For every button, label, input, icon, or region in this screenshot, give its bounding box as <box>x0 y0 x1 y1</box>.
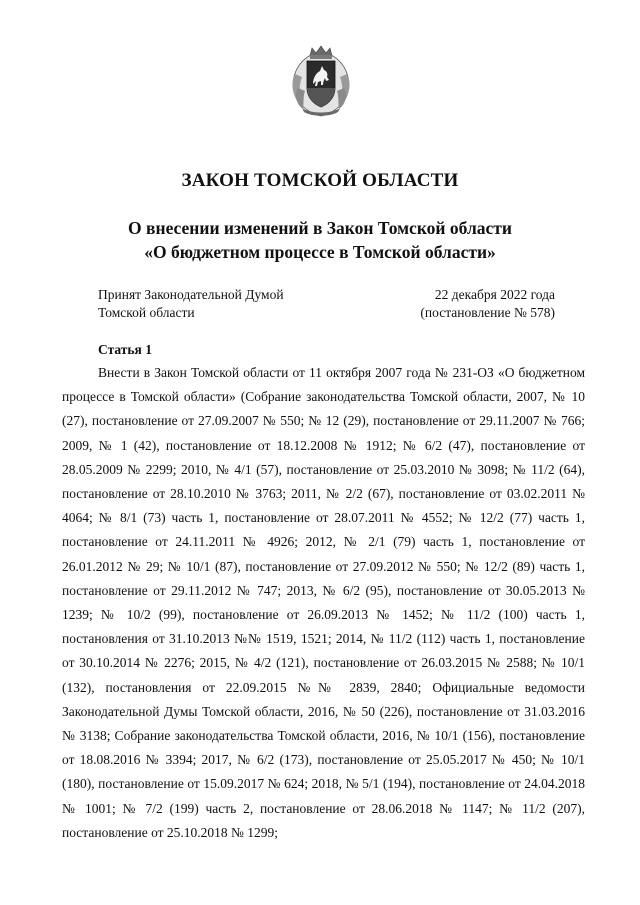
article-body-text: Внести в Закон Томской области от 11 октября 2007 года № 231-ОЗ «О бюджетном процессе в Томской области» (Собрание законодательства Томской области, 2007, № 10 (27), постановление от 27.09.2007 № 550; № 12 (29), постановление от 29.11.2007 № 766; 2009, № 1 (42), постановление от 18.12.2008 № 1912; № 6/2 (47), постановление от 28.05.2009 № 2299; 2010, № 4/1 (57), постановление от 25.03.2010 № 3098; № 11/2 (64), постановление от 28.10.2010 № 3763; 2011, № 2/2 (67), постановление от 03.02.2011 № 4064; № 8/1 (73) часть 1, постановление от 28.07.2011 № 4552; № 12/2 (77) часть 1, постановление от 24.11.2011 № 4926; 2012, № 2/1 (79) часть 1, постановление от 26.01.2012 № 29; № 10/1 (87), постановление от 27.09.2012 № 550; № 12/2 (89) часть 1, постановление от 29.11.2012 № 747; 2013, № 6/2 (95), постановление от 30.05.2013 № 1239; № 10/2 (99), постановление от 26.09.2013 № 1452; № 11/2 (100) часть 1, постановления от 31.10.2013 №№ 1519, 1521; 2014, № 11/2 (112) часть 1, постановление от 30.10.2014 № 2276; 2015, № 4/2 (121), постановление от 26.03.2015 № 2588; № 10/1 (132), постановления от 22.09.2015 №№ 2839, 2840; Официальные ведомости Законодательной Думы Томской области, 2016, № 50 (226), постановление от 31.03.2016 № 3138; Собрание законодательства Томской области, 2016, № 10/1 (156), постановление от 18.08.2016 № 3394; 2017, № 6/2 (173), постановление от 25.05.2017 № 450; № 10/1 (180), постановление от 15.09.2017 № 624; 2018, № 5/1 (194), постановление от 24.04.2018 № 1001; № 7/2 (199) часть 2, постановление от 28.06.2018 № 1147; № 11/2 (207), постановление от 25.10.2018 № 1299; <box>62 365 585 840</box>
law-subtitle <box>0 216 640 264</box>
resolution-number: (постановление № 578) <box>420 305 555 320</box>
adoption-date: 22 декабря 2022 года <box>434 287 555 302</box>
adopted-by-line-1: Принят Законодательной Думой <box>98 287 284 302</box>
subtitle-line-2: «О бюджетном процессе в Томской области» <box>144 242 496 262</box>
adopted-by-line-2: Томской области <box>98 305 195 320</box>
adoption-date-block <box>420 286 555 322</box>
subtitle-line-1: О внесении изменений в Закон Томской области <box>128 218 512 238</box>
tomsk-oblast-coat-of-arms-icon <box>288 44 354 118</box>
law-title: ЗАКОН ТОМСКОЙ ОБЛАСТИ <box>181 170 459 191</box>
article-heading: Статья 1 <box>98 342 152 357</box>
adopted-by-block <box>98 286 284 322</box>
